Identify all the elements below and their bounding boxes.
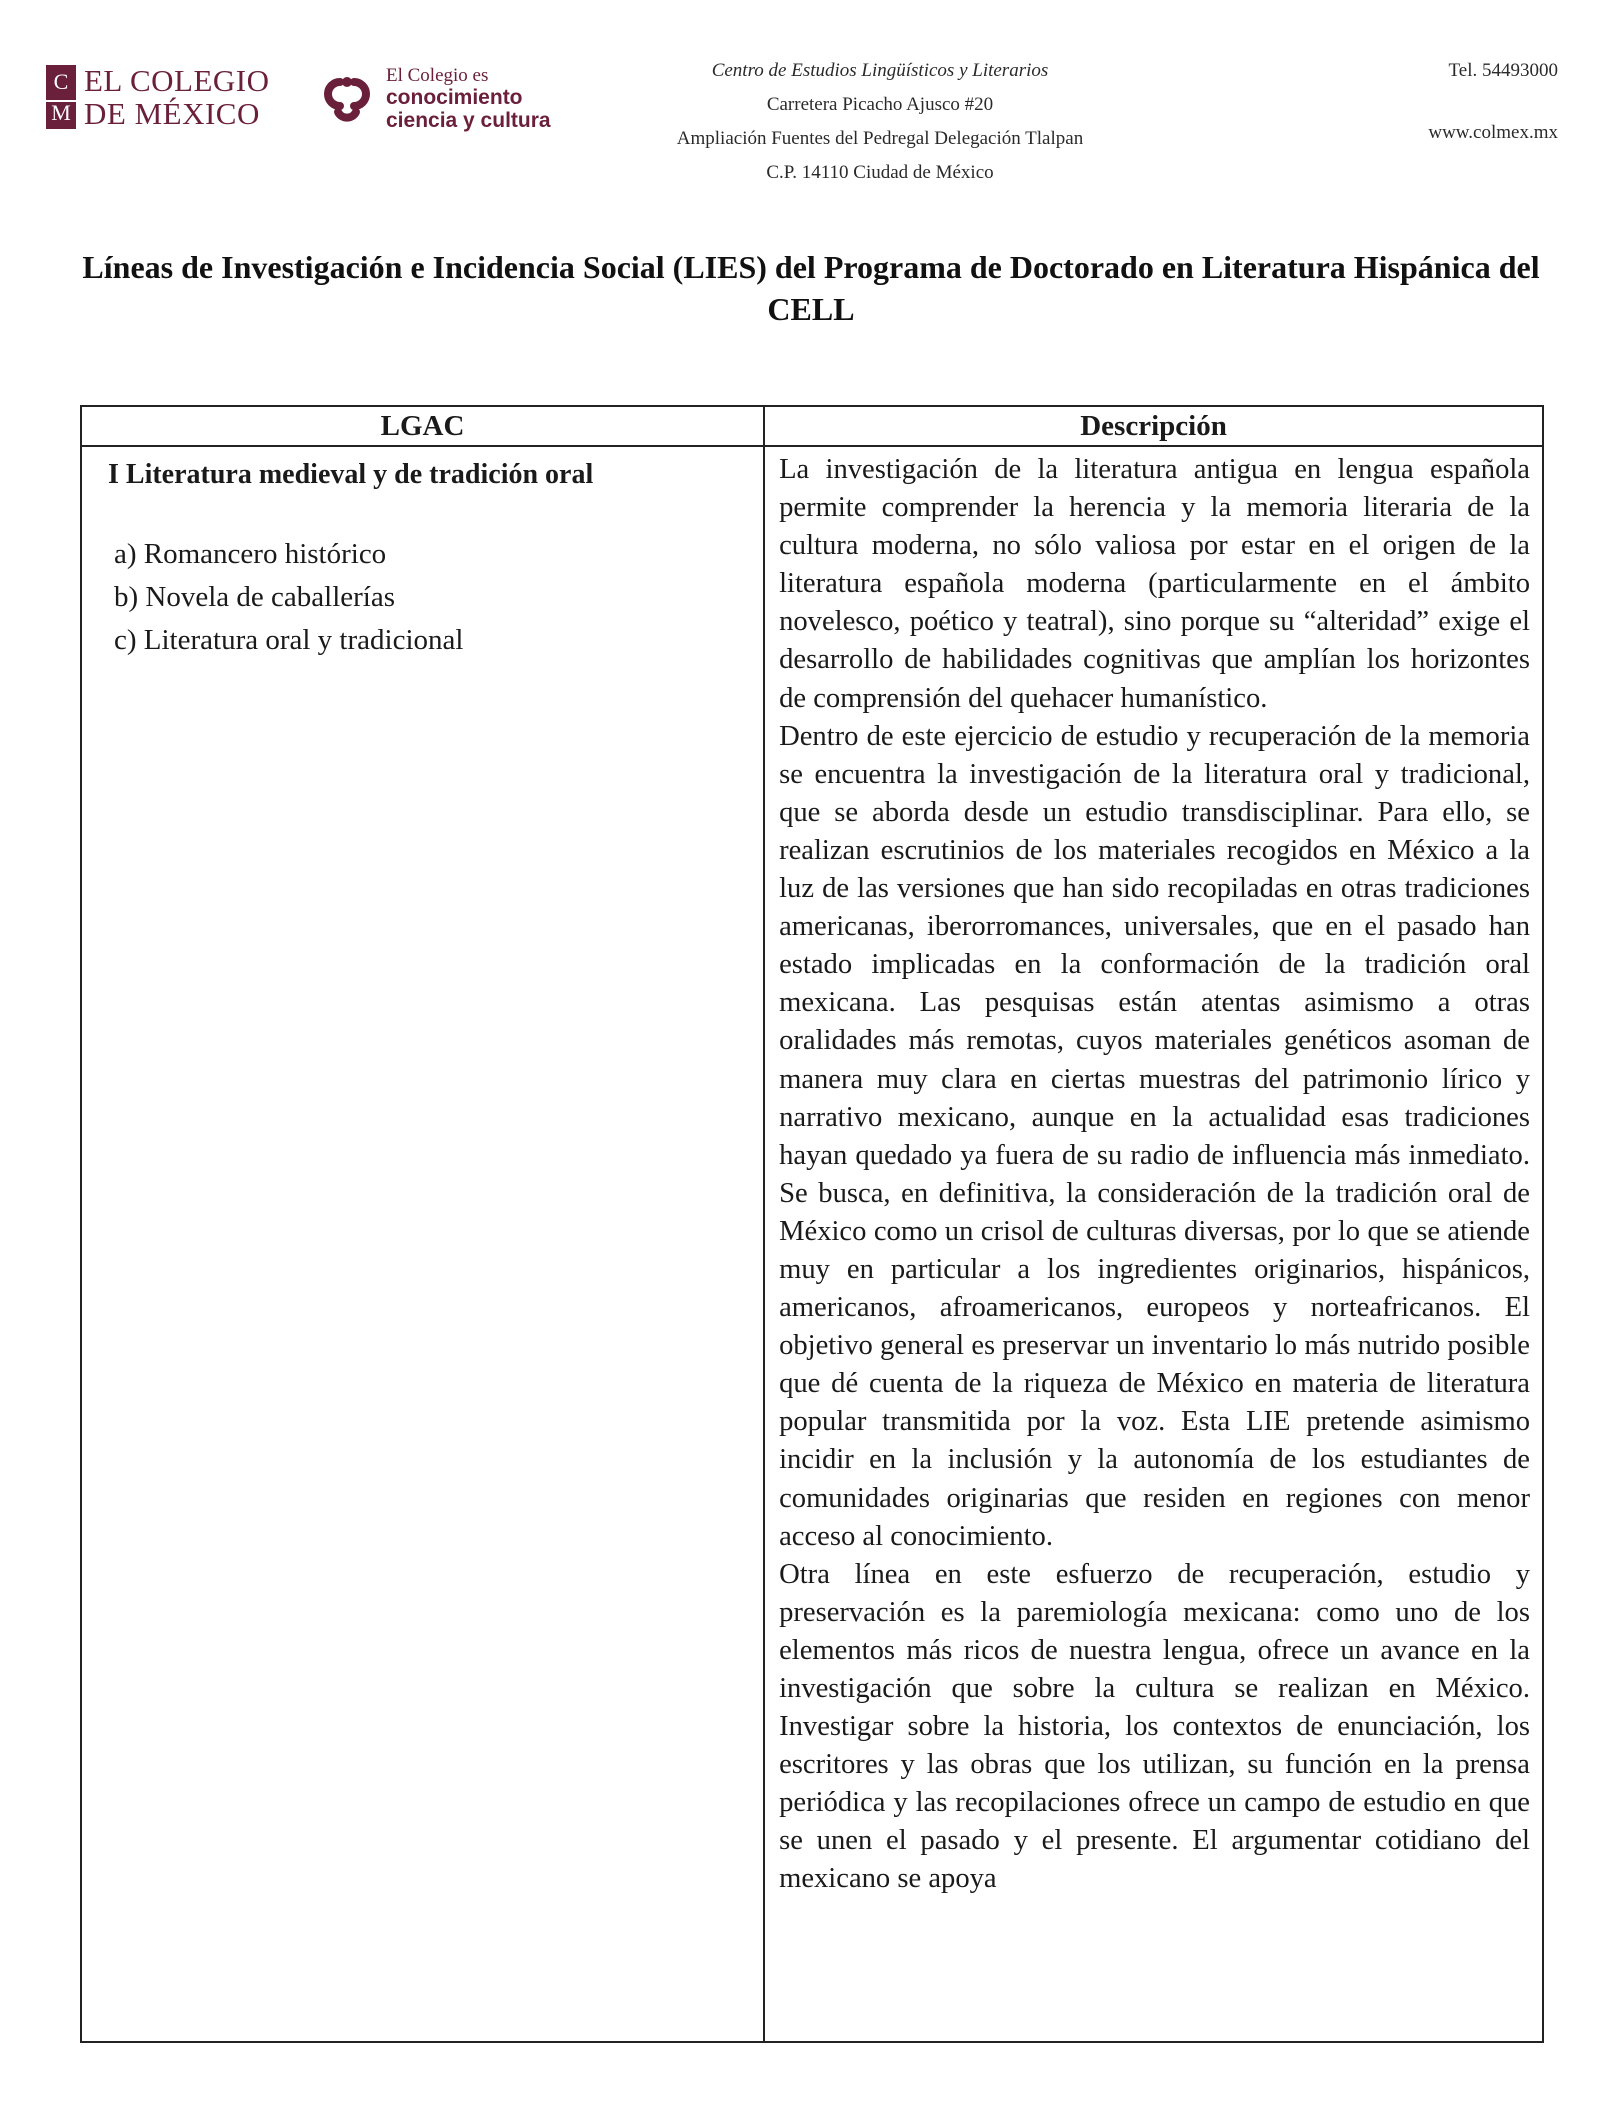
slogan-logo-icon xyxy=(316,68,378,130)
slogan-logo xyxy=(316,66,551,132)
slogan-logo-text: El Colegio es conocimiento ciencia y cultura xyxy=(386,65,551,132)
description-cell xyxy=(764,446,1543,2042)
description-paragraph: La investigación de la literatura antigua en lengua española permite comprender la herencia y la memoria literaria de la cultura moderna, no sólo valiosa por estar en el origen de la literatura española moderna (particularmente en el ámbito novelesco, poético y teatral), sino porque su “alteridad” exige el desarrollo de habilidades cognitivas que amplían los horizontes de comprensión del quehacer humanístico. xyxy=(779,454,1530,714)
header-descripcion: Descripción xyxy=(764,406,1543,446)
description-paragraph: Dentro de este ejercicio de estudio y recuperación de la memoria se encuentra la investigación de la literatura oral y tradicional, que se aborda desde un estudio transdisciplinar. Para ello, se realizan escrutinios de los materiales recogidos en México a la luz de las versiones que han sido recopiladas en otras tradiciones americanas, iberorromances, universales, que en el pasado han estado implicadas en la conformación de la tradición oral mexicana. Las pesquisas están atentas asimismo a otras oralidades más remotas, cuyos materiales genéticos asoman de manera muy clara en ciertas muestras del patrimonio lírico y narrativo mexicano, aunque en la actualidad esas tradiciones hayan quedado ya fuera de su radio de influencia más inmediato. Se busca, en definitiva, la consideración de la tradición oral de México como un crisol de culturas diversas, por lo que se atiende muy en particular a los ingredientes originarios, hispánicos, americanos, afroamericanos, europeos y norteafricanos. El objetivo general es preservar un inventario lo más nutrido posible que dé cuenta de la riqueza de México en materia de literatura popular transmitida por la voz. Esta LIE pretende asimismo incidir en la inclusión y la autonomía de los estudiantes de comunidades originarias que residen en regiones con menor acceso al conocimiento. xyxy=(779,720,1530,1552)
lgac-cell xyxy=(81,446,764,2042)
document-title: Líneas de Investigación e Incidencia Social (LIES) del Programa de Doctorado en Literatura Hispánica del CELL xyxy=(82,249,1540,327)
address-district: Ampliación Fuentes del Pedregal Delegación Tlalpan xyxy=(676,128,1084,149)
contact-info xyxy=(1428,54,1558,150)
colmex-logo-mark: C M xyxy=(46,65,76,129)
table-header-row xyxy=(81,406,1543,446)
header-lgac: LGAC xyxy=(81,406,764,446)
phone-number: Tel. 54493000 xyxy=(1448,60,1558,81)
lgac-sub-list xyxy=(108,533,763,662)
list-item: a) Romancero histórico xyxy=(114,538,387,570)
address-postal: C.P. 14110 Ciudad de México xyxy=(766,162,994,183)
website-url: www.colmex.mx xyxy=(1428,122,1558,143)
colmex-logo xyxy=(46,64,270,130)
colmex-logo-text: EL COLEGIO DE MÉXICO xyxy=(84,63,270,131)
list-item: b) Novela de caballerías xyxy=(114,581,395,613)
lgac-title: I Literatura medieval y de tradición oral xyxy=(108,459,594,490)
list-item: c) Literatura oral y tradicional xyxy=(114,624,464,656)
lies-table xyxy=(80,405,1544,2043)
institution-address xyxy=(560,54,1200,190)
center-name: Centro de Estudios Lingüísticos y Literarios xyxy=(711,60,1049,81)
letterhead xyxy=(0,0,1622,200)
address-street: Carretera Picacho Ajusco #20 xyxy=(766,94,994,115)
table-row xyxy=(81,446,1543,2042)
description-paragraph: Otra línea en este esfuerzo de recuperación, estudio y preservación es la paremiología mexicana: como uno de los elementos más ricos de nuestra lengua, ofrece un avance en la investigación que sobre la cultura se realizan en México. Investigar sobre la historia, los contextos de enunciación, los escritores y las obras que los utilizan, su función en la prensa periódica y las recopilaciones ofrece un campo de estudio en que se unen el pasado y el presente. El argumentar cotidiano del mexicano se apoya xyxy=(779,1558,1530,1895)
